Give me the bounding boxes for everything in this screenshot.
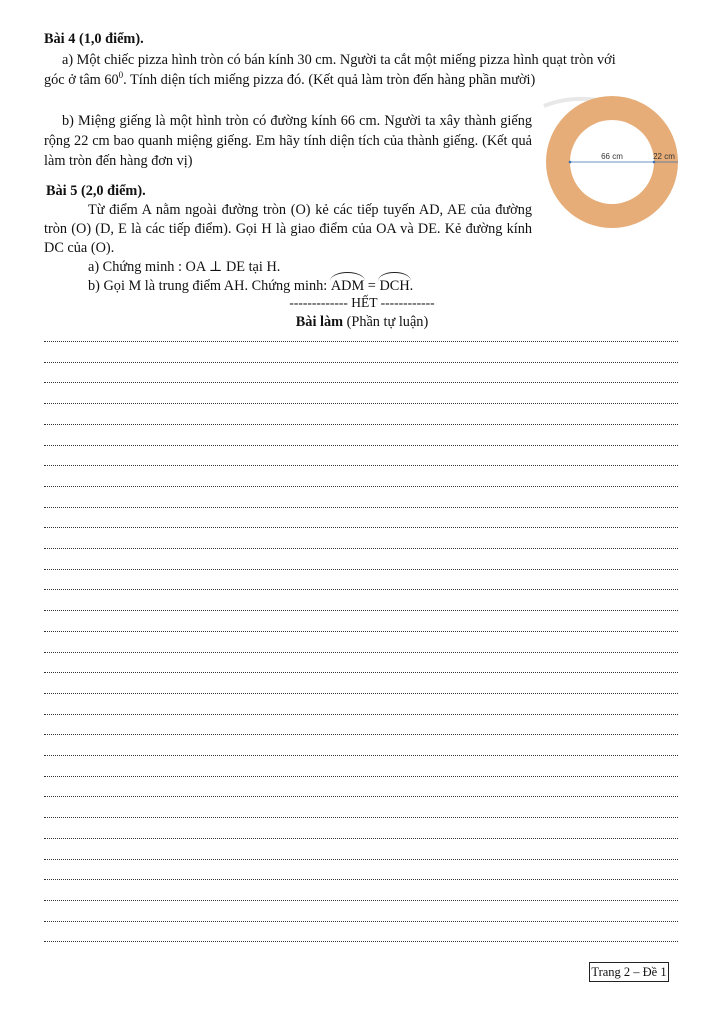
ring-width-label: 22 cm xyxy=(653,152,675,161)
page-footer: Trang 2 – Đề 1 xyxy=(589,962,669,982)
answer-line xyxy=(44,672,678,673)
bai4-b-text: b) Miệng giếng là một hình tròn có đường kính 66 cm. Người ta xây thành giếng rộng 22 cm bao quanh miệng giếng. Em hãy tính diện tích của thành giếng. (Kết quả làm tròn đến hàng đơn vị) xyxy=(44,113,532,169)
bai5-b xyxy=(88,277,413,296)
answer-line xyxy=(44,424,678,425)
bai5-intro: Từ điểm A nằm ngoài đường tròn (O) kẻ các tiếp tuyến AD, AE của đường tròn (O) (D, E là các tiếp điểm). Gọi H là giao điểm của OA và DE. Kẻ đường kính DC của (O). xyxy=(44,202,532,256)
answer-line xyxy=(44,838,678,839)
answer-line xyxy=(44,610,678,611)
answer-line xyxy=(44,879,678,880)
answer-line xyxy=(44,776,678,777)
answer-line xyxy=(44,589,678,590)
arc-adm: ADM xyxy=(330,278,365,294)
answer-title: Bài làm xyxy=(295,314,344,330)
answer-line xyxy=(44,362,678,363)
inner-diameter-label: 66 cm xyxy=(601,152,623,161)
answer-line xyxy=(44,631,678,632)
bai4-a-line2-pre: góc ở tâm 60 xyxy=(44,71,119,88)
answer-line xyxy=(44,817,678,818)
answer-line xyxy=(44,714,678,715)
bai4-a-line2-post: . Tính diện tích miếng pizza đó. (Kết quả làm tròn đến hàng phần mười) xyxy=(123,71,536,88)
answer-line xyxy=(44,548,678,549)
bai4-a-line1: a) Một chiếc pizza hình tròn có bán kính 30 cm. Người ta cắt một miếng pizza hình quạt tròn với xyxy=(62,52,616,68)
answer-subtitle: (Phần tự luận) xyxy=(343,314,429,330)
answer-line xyxy=(44,445,678,446)
answer-line xyxy=(44,693,678,694)
answer-line xyxy=(44,341,678,342)
answer-line xyxy=(44,527,678,528)
answer-line xyxy=(44,921,678,922)
answer-line xyxy=(44,859,678,860)
bai4-a-line2 xyxy=(44,70,535,89)
answer-line xyxy=(44,652,678,653)
degree-sup: 0 xyxy=(118,70,124,80)
answer-line xyxy=(44,569,678,570)
end-marker: ------------- HẾT ------------ xyxy=(289,295,435,310)
bai5-b-pre: b) Gọi M là trung điểm AH. Chứng minh: xyxy=(88,278,331,294)
answer-line xyxy=(44,507,678,508)
answer-line xyxy=(44,900,678,901)
equals-sign: = xyxy=(364,278,380,294)
answer-line xyxy=(44,796,678,797)
answer-line xyxy=(44,486,678,487)
answer-line xyxy=(44,403,678,404)
answer-line xyxy=(44,382,678,383)
answer-line xyxy=(44,734,678,735)
answer-line xyxy=(44,755,678,756)
bai5-b-end: . xyxy=(409,278,414,294)
bai5-title: Bài 5 (2,0 điểm). xyxy=(46,183,146,199)
well-ring-figure xyxy=(538,92,684,232)
arc-dch: DCH xyxy=(379,278,410,294)
answer-heading xyxy=(0,313,724,332)
answer-line xyxy=(44,941,678,942)
bai5-a: a) Chứng minh : OA ⊥ DE tại H. xyxy=(88,259,281,275)
bai4-title: Bài 4 (1,0 điểm). xyxy=(44,31,144,47)
answer-line xyxy=(44,465,678,466)
